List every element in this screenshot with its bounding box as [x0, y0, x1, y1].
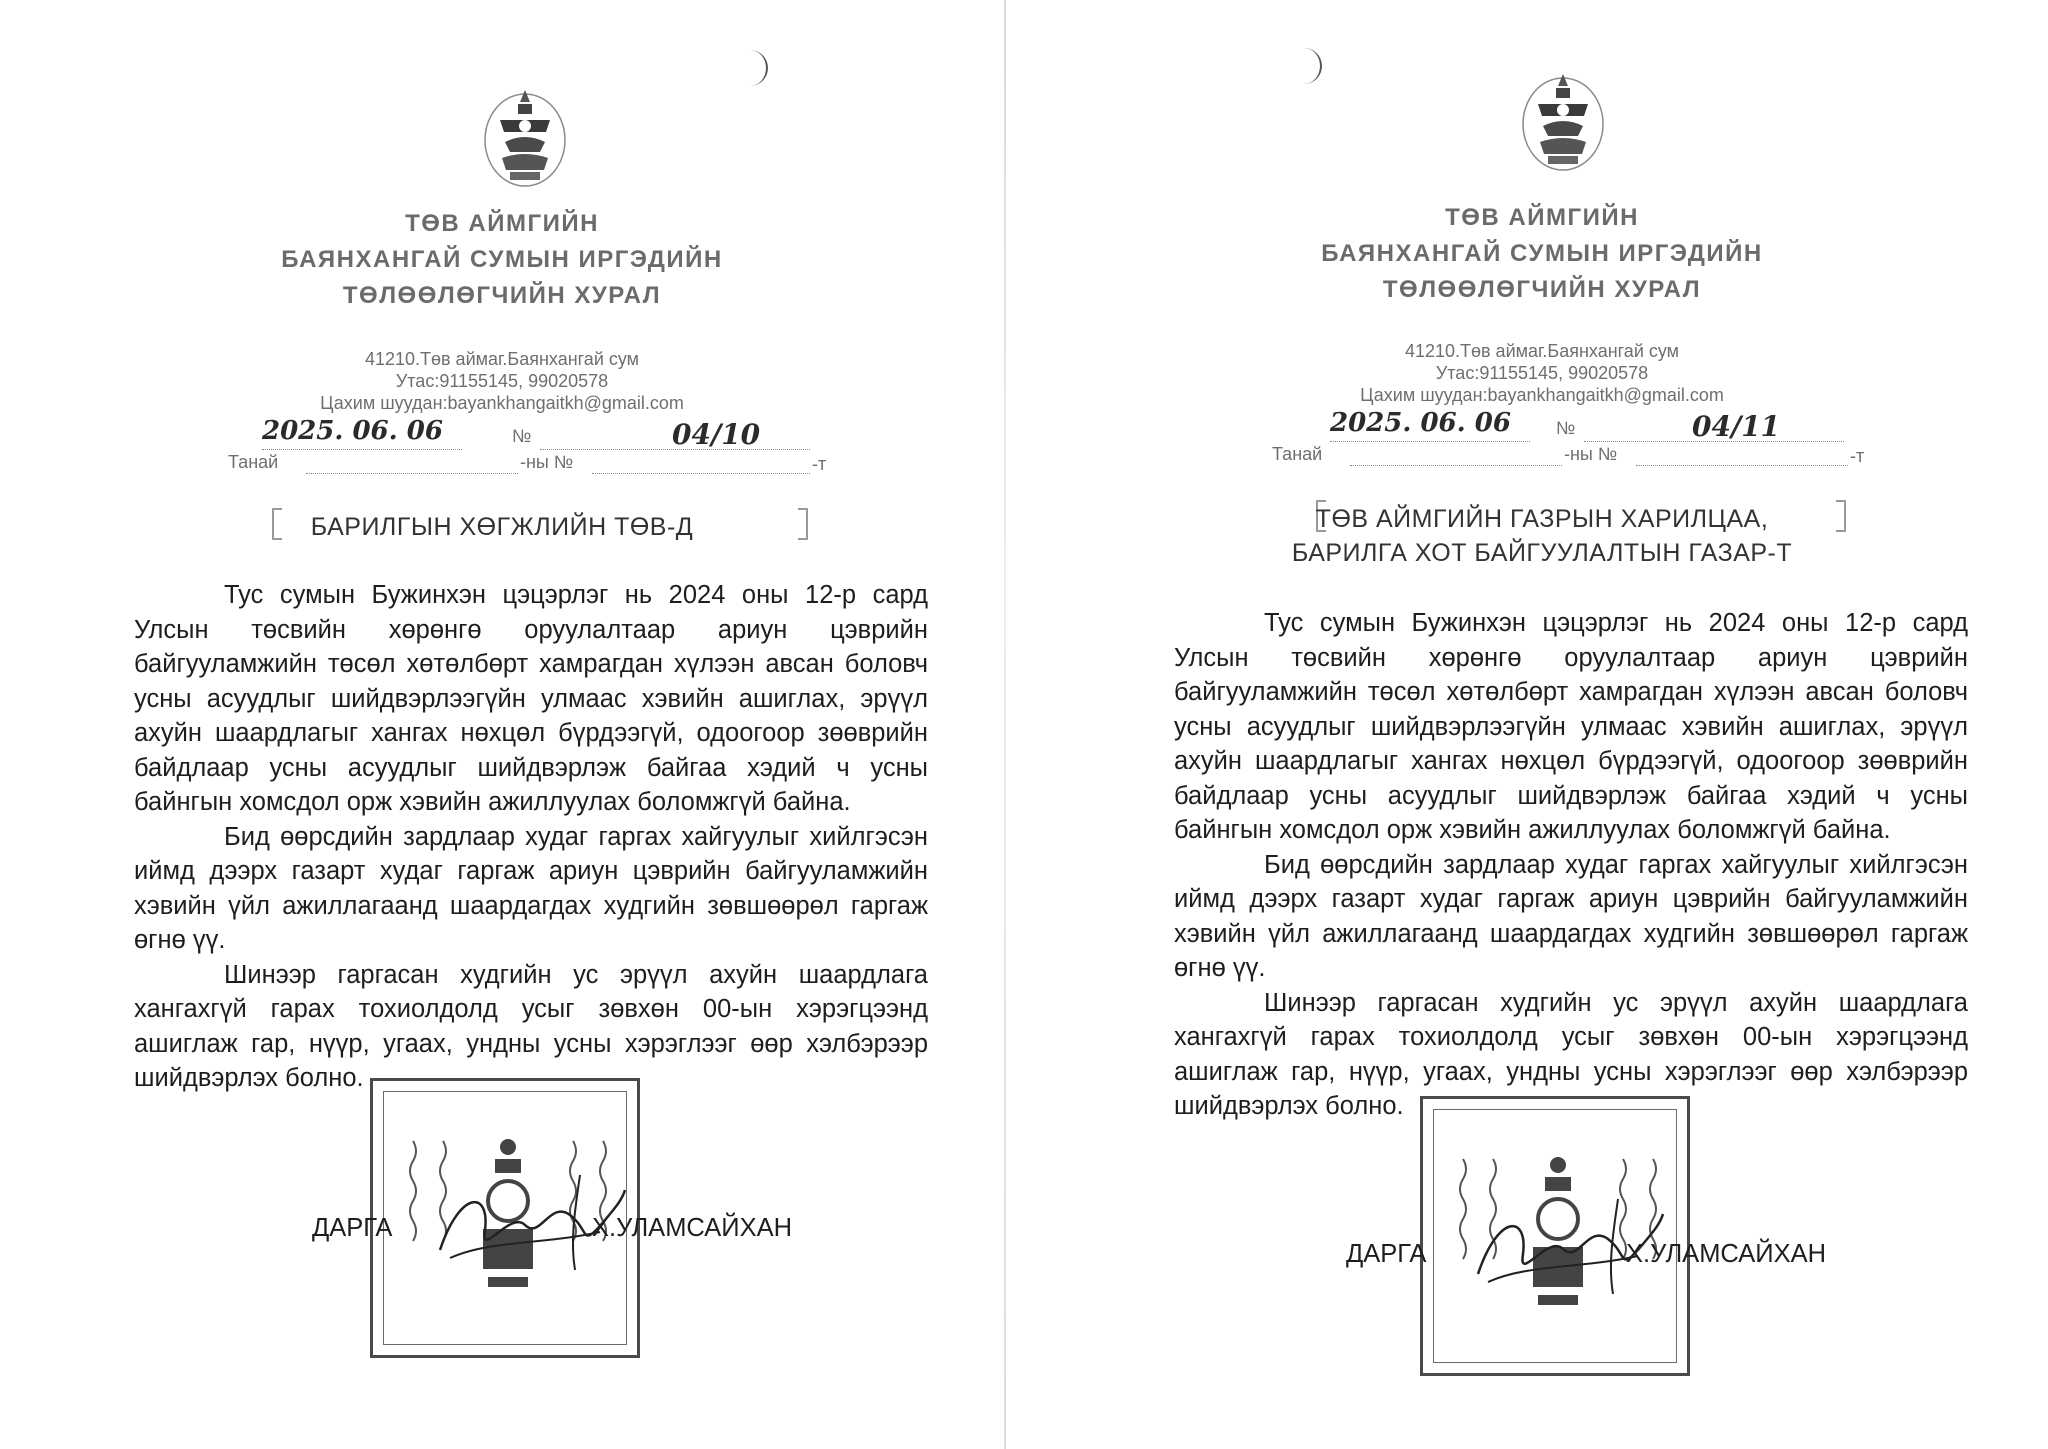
signatory-name: Х.УЛАМСАЙХАН [592, 1214, 793, 1242]
number-label: № [512, 426, 532, 446]
org-header [0, 206, 1004, 314]
punch-hole-mark [748, 50, 768, 86]
org-header-line2: БАЯНХАНГАЙ СУМЫН ИРГЭДИЙН [281, 246, 723, 273]
recipient-block [1040, 502, 2044, 570]
tanai-number-line [1636, 464, 1848, 466]
letter-right [1040, 0, 2044, 1449]
recipient-line2: БАРИЛГА ХОТ БАЙГУУЛАЛТЫН ГАЗАР-Т [1291, 539, 1793, 567]
org-contact [0, 348, 1004, 414]
body-paragraph-1: Тус сумын Бужинхэн цэцэрлэг нь 2024 оны 12-р сард Улсын төсвийн хөрөнгө оруулалтаар ариун цэврийн байгууламжийн төсөл хөтөлбөрт хамрагдан хүлээн авсан боловч усны асуудлыг шийдвэрлээгүйн улмаас хэвийн ашиглах, эрүүл ахуйн шаардлагыг хангах нөхцөл бүрдээгүй, одоогоор зөөврийн байдлаар усны асуудлыг шийдвэрлэж байгаа хэдий ч усны байнгын хомсдол орж хэвийн ажиллуулах боломжгүй байна. [134, 581, 928, 816]
handwritten-number: 04/11 [1692, 410, 1781, 443]
ny-number-label: -ны № [520, 452, 574, 472]
tanai-label: Танай [1272, 444, 1323, 464]
signatory-role: ДАРГА [1346, 1240, 1427, 1268]
number-line [1584, 440, 1844, 442]
org-header [1040, 200, 2044, 308]
handwritten-signature-icon [430, 1170, 630, 1280]
tanai-number-line [592, 472, 810, 474]
page-fold [1004, 0, 1006, 1449]
org-header-line1: ТӨВ АЙМГИЙН [405, 210, 599, 237]
contact-address: 41210.Төв аймаг.Баянхангай сум [1404, 341, 1680, 361]
state-emblem-icon [480, 80, 570, 190]
letter-left [0, 0, 1004, 1449]
number-line [540, 448, 810, 450]
date-line [262, 448, 462, 450]
body-paragraph-2: Бид өөрсдийн зардлаар худаг гаргах хайгуулыг хийлгэсэн иймд дээрх газарт худаг гаргаж ариун цэврийн байгууламжийн хэвийн үйл ажиллагаанд шаардагдах худгийн зөвшөөрөл гаргаж өгнө үү. [134, 822, 928, 954]
t-suffix-label: -т [1850, 446, 1865, 466]
recipient-line1: ТӨВ АЙМГИЙН ГАЗРЫН ХАРИЛЦАА, [1315, 505, 1769, 533]
contact-email: Цахим шуудан:bayankhangaitkh@gmail.com [320, 393, 684, 413]
handwritten-date: 2025. 06. 06 [1330, 408, 1511, 438]
t-suffix-label: -т [812, 454, 827, 474]
ny-number-label: -ны № [1564, 444, 1618, 464]
tanai-date-line [306, 472, 518, 474]
body-paragraph-3: Шинээр гаргасан худгийн ус эрүүл ахуйн шаардлага хангахгүй гарах тохиолдолд усыг зөвхөн 00-ын хэрэгцээнд ашиглаж гар, нүүр, угаах, ундны усны хэрэглээг өөр хэлбэрээр шийдвэрлэх болно. [1174, 988, 1968, 1120]
org-header-line3: ТӨЛӨӨЛӨГЧИЙН ХУРАЛ [1382, 276, 1702, 303]
body-paragraph-2: Бид өөрсдийн зардлаар худаг гаргах хайгуулыг хийлгэсэн иймд дээрх газарт худаг гаргаж ариун цэврийн байгууламжийн хэвийн үйл ажиллагаанд шаардагдах худгийн зөвшөөрөл гаргаж өгнө үү. [1174, 850, 1968, 982]
contact-phone: Утас:91155145, 99020578 [1435, 363, 1649, 383]
contact-phone: Утас:91155145, 99020578 [395, 371, 609, 391]
letter-body [134, 578, 928, 1096]
body-paragraph-1: Тус сумын Бужинхэн цэцэрлэг нь 2024 оны 12-р сард Улсын төсвийн хөрөнгө оруулалтаар ариун цэврийн байгууламжийн төсөл хөтөлбөрт хамрагдан хүлээн авсан боловч усны асуудлыг шийдвэрлээгүйн улмаас хэвийн ашиглах, эрүүл ахуйн шаардлагыг хангах нөхцөл бүрдээгүй, одоогоор зөөврийн байдлаар усны асуудлыг шийдвэрлэж байгаа хэдий ч усны байнгын хомсдол орж хэвийн ажиллуулах боломжгүй байна. [1174, 609, 1968, 844]
punch-hole-mark [1302, 48, 1322, 84]
contact-email: Цахим шуудан:bayankhangaitkh@gmail.com [1360, 385, 1724, 405]
org-header-line2: БАЯНХАНГАЙ СУМЫН ИРГЭДИЙН [1321, 240, 1763, 267]
handwritten-date: 2025. 06. 06 [262, 416, 443, 446]
signatory-role: ДАРГА [312, 1214, 393, 1242]
handwritten-signature-icon [1468, 1194, 1668, 1304]
tanai-label: Танай [228, 452, 279, 472]
contact-address: 41210.Төв аймаг.Баянхангай сум [364, 349, 640, 369]
handwritten-number: 04/10 [672, 418, 761, 451]
org-contact [1040, 340, 2044, 406]
tanai-date-line [1350, 464, 1562, 466]
org-header-line1: ТӨВ АЙМГИЙН [1445, 204, 1639, 231]
date-line [1330, 440, 1530, 442]
body-paragraph-3: Шинээр гаргасан худгийн ус эрүүл ахуйн шаардлага хангахгүй гарах тохиолдолд усыг зөвхөн 00-ын хэрэгцээнд ашиглаж гар, нүүр, угаах, ундны усны хэрэглээг өөр хэлбэрээр шийдвэрлэх болно. [134, 960, 928, 1092]
state-emblem-icon [1518, 64, 1608, 174]
recipient-block [0, 510, 1004, 544]
number-label: № [1556, 418, 1576, 438]
recipient-line1: БАРИЛГЫН ХӨГЖЛИЙН ТӨВ-Д [310, 513, 694, 541]
signatory-name: Х.УЛАМСАЙХАН [1626, 1240, 1827, 1268]
org-header-line3: ТӨЛӨӨЛӨГЧИЙН ХУРАЛ [342, 282, 662, 309]
letter-body [1174, 606, 1968, 1124]
